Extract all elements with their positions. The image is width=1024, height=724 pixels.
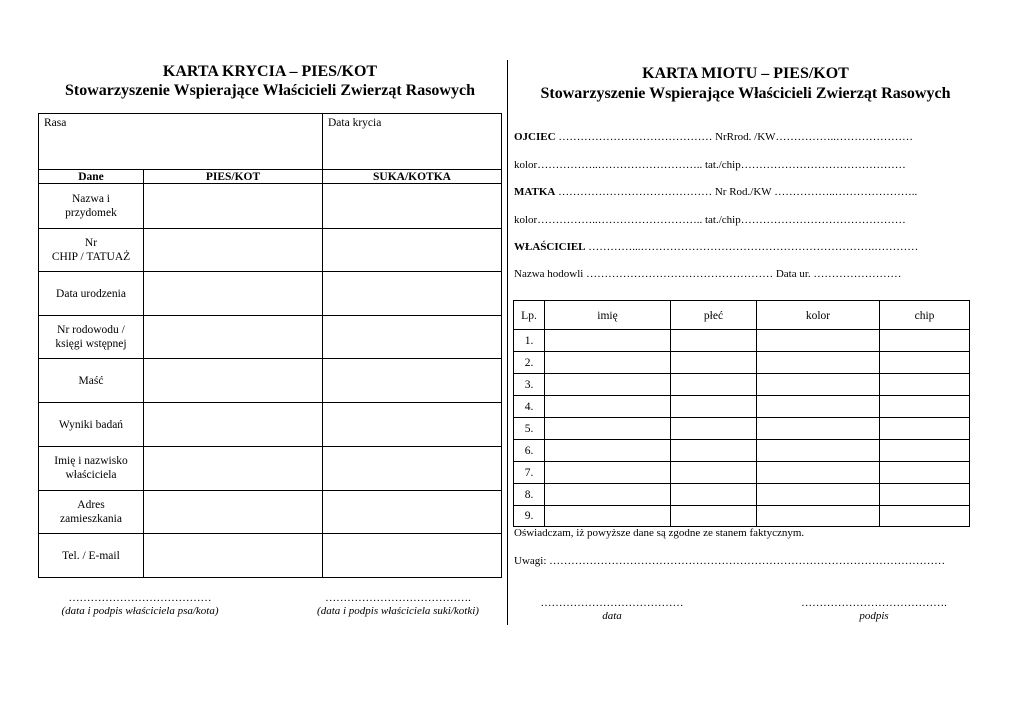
ojciec-kolor-line: [514, 159, 906, 171]
ojciec-kolor-fields: kolor……………..……………………….. tat./chip………………………………………: [514, 159, 906, 171]
header-plec: płeć: [703, 310, 724, 322]
right-sig-label-2: [774, 610, 974, 622]
mating-table: [38, 113, 502, 578]
label-line: zamieszkania: [60, 513, 122, 525]
right-sig-dots-2: ………………………………….: [801, 597, 947, 609]
row-label-nazwa: [39, 192, 143, 220]
col-line-2: [322, 170, 323, 578]
row-label-wyniki: Wyniki badań: [58, 419, 124, 431]
litter-col-line: [670, 301, 671, 526]
sig-label-text: (data i podpis właściciela suki/kotki): [317, 605, 479, 617]
matka-kolor-fields: kolor……………..……………………….. tat./chip………………………………………: [514, 214, 906, 226]
row-number: 9.: [524, 510, 534, 522]
right-sig-dots-1: …………………………………: [540, 597, 684, 609]
header-kolor: kolor: [805, 310, 831, 322]
left-sig-dots-1: …………………………………: [68, 592, 212, 604]
data-krycia-label: Data krycia: [328, 117, 382, 129]
ojciec-line: [514, 131, 913, 143]
label-line: przydomek: [65, 207, 117, 219]
right-sig-label-1: [514, 610, 710, 622]
row-line: [39, 315, 501, 316]
sig-label-text: podpis: [859, 610, 889, 622]
label-line: Adres: [77, 499, 105, 511]
wlasciciel-label: WŁAŚCICIEL: [514, 241, 586, 253]
header-suka: SUKA/KOTKA: [373, 171, 451, 183]
litter-table: [513, 300, 970, 527]
header-pies: PIES/KOT: [205, 171, 261, 183]
row-line: [514, 505, 969, 506]
uwagi-line: Uwagi: ………………………………………………………………………………………………: [514, 555, 946, 567]
row-line: [39, 533, 501, 534]
row-line: [514, 351, 969, 352]
row-label-wlasciciel: [39, 454, 143, 482]
statement: Oświadczam, iż powyższe dane są zgodne ze stanem faktycznym.: [514, 527, 805, 539]
ojciec-label: OJCIEC: [514, 131, 556, 143]
left-sig-label-1: [40, 605, 240, 617]
hodowla-fields: Nazwa hodowli …………………………………………… Data ur. ……………………: [514, 268, 902, 280]
row-number: 4.: [524, 401, 534, 413]
label-line: Imię i nazwisko: [54, 455, 128, 467]
rasa-label: Rasa: [44, 117, 67, 129]
row-line: [514, 395, 969, 396]
top-divider: [322, 114, 323, 170]
right-subtitle: Stowarzyszenie Wspierające Właścicieli Zwierząt Rasowych: [540, 85, 951, 102]
row-line: [514, 483, 969, 484]
row-label-tel: Tel. / E-mail: [62, 550, 120, 562]
row-label-adres: [39, 498, 143, 526]
row-label-chip: [39, 236, 143, 264]
left-sig-dots-2: ………………………………….: [325, 592, 471, 604]
litter-col-line: [544, 301, 545, 526]
page-divider: [507, 60, 508, 625]
label-line: księgi wstępnej: [55, 338, 127, 350]
row-line: [39, 402, 501, 403]
row-label-masc: Maść: [78, 375, 104, 387]
row-number: 8.: [524, 489, 534, 501]
row-line: [39, 228, 501, 229]
left-subtitle: Stowarzyszenie Wspierające Właścicieli Zwierząt Rasowych: [65, 82, 475, 99]
litter-col-line: [879, 301, 880, 526]
label-line: właściciela: [65, 469, 117, 481]
header-imie: imię: [597, 310, 618, 322]
row-line: [39, 446, 501, 447]
row-line: [514, 373, 969, 374]
right-title: KARTA MIOTU – PIES/KOT: [642, 65, 849, 82]
col-line-1: [143, 170, 144, 578]
matka-line: [514, 186, 917, 198]
sig-label-text: (data i podpis właściciela psa/kota): [61, 605, 219, 617]
header-lp: Lp.: [521, 310, 537, 322]
row-line: [39, 358, 501, 359]
row-line: [514, 329, 969, 330]
row-line: [39, 183, 501, 184]
label-line: CHIP / TATUAŻ: [51, 251, 131, 263]
row-number: 2.: [524, 357, 534, 369]
matka-fields: …………………………………… Nr Rod./KW ……………..…………………..: [555, 186, 918, 198]
left-title: KARTA KRYCIA – PIES/KOT: [162, 63, 378, 80]
label-line: Nr rodowodu /: [57, 324, 125, 336]
litter-col-line: [756, 301, 757, 526]
row-line: [514, 461, 969, 462]
row-label-rodowod: [39, 323, 143, 351]
row-label-data-urodzenia: Data urodzenia: [56, 288, 126, 300]
row-number: 1.: [524, 335, 534, 347]
header-dane: Dane: [78, 171, 104, 183]
ojciec-fields: …………………………………… NrRrod. /KW……………..…………………: [555, 131, 914, 143]
row-line: [514, 417, 969, 418]
row-number: 3.: [524, 379, 534, 391]
label-line: Nr: [84, 237, 98, 249]
header-chip: chip: [914, 310, 935, 322]
hodowla-line: [514, 268, 901, 280]
left-sig-label-2: [298, 605, 498, 617]
label-line: Nazwa i: [72, 193, 110, 205]
wlasciciel-fields: …………...……………………………………………………….…………: [585, 241, 919, 253]
row-number: 5.: [524, 423, 534, 435]
matka-kolor-line: [514, 214, 906, 226]
row-line: [39, 490, 501, 491]
row-line: [514, 439, 969, 440]
matka-label: MATKA: [514, 186, 556, 198]
wlasciciel-line: [514, 241, 918, 253]
row-number: 7.: [524, 467, 534, 479]
sig-label-text: data: [602, 610, 622, 622]
row-line: [39, 271, 501, 272]
row-number: 6.: [524, 445, 534, 457]
